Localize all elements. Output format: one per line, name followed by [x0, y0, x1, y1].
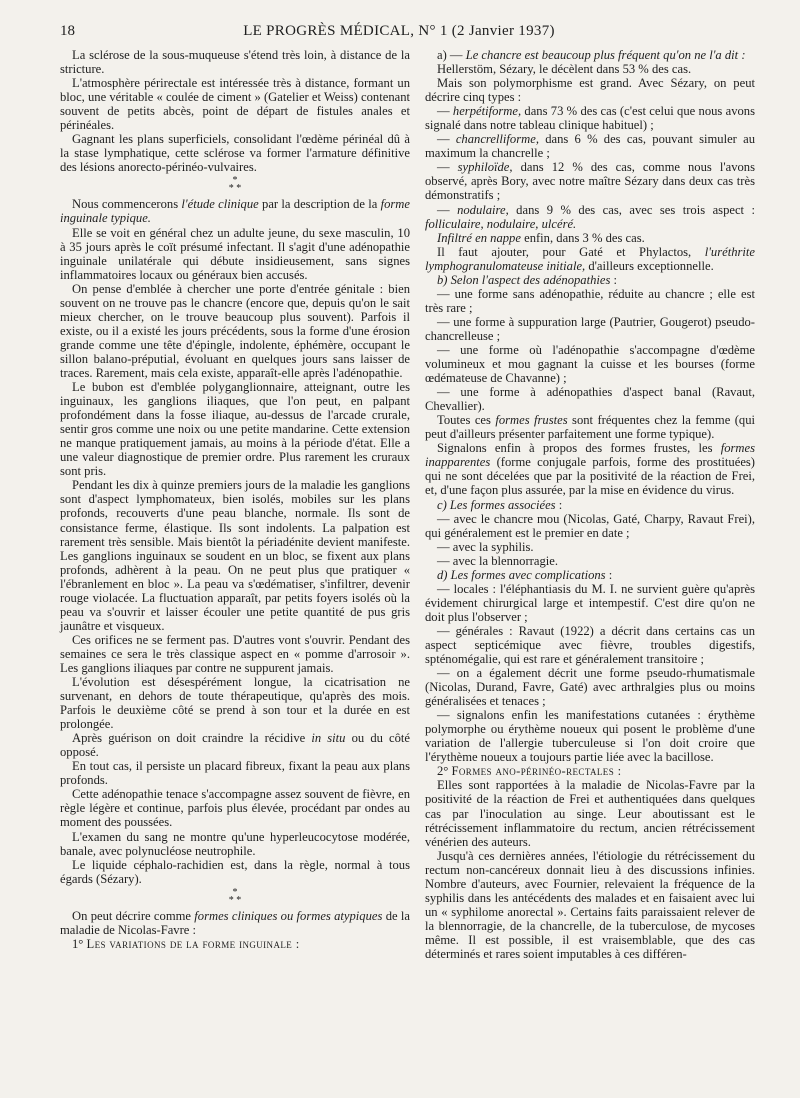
section-separator [60, 177, 410, 193]
paragraph: Elle se voit en général chez un adulte jeune, du sexe masculin, 10 à 35 jours après le coït présumé infectant. Il s'agit d'une adénopathie inguinale unilatérale qui débute insidieusement, sans signes inflammatoires locaux ou généraux bien accusés. [60, 225, 410, 282]
text-run: : [610, 272, 618, 287]
paragraph: Pendant les dix à quinze premiers jours de la maladie les ganglions sont d'aspect lymphomateux, bien isolés, mobiles sur les plans profonds, recouverts d'une peau blanche, normale. Ils sont de consistance ferme, élastique. Ils sont indolents. La palpation est rarement très sensible. Mais bientôt la périadénite devient manifeste. Les ganglions inguinaux se soudent en un bloc, se fixent aux plans profonds, adhèrent à la peau. On ne peut plus que pratiquer « l'ébranlement en bloc ». La peau va s'œdématiser, s'infiltrer, devenir rouge violacée. La fluctuation apparaît, par petits foyers isolés où la peau va s'ouvrir et laisser écouler une petite quantité de pus gris jaunâtre et visqueux. [60, 478, 410, 633]
heading-text: Les variations de la forme inguinale : [86, 936, 300, 951]
italic-text: l'uréthrite lymphogranulomateuse initiale, [425, 244, 755, 273]
paragraph [60, 731, 410, 759]
list-item: — une forme où l'adénopathie s'accompagne d'œdème volumineux et mou gagnant la cuisse et les bourses (forme œdémateuse de Chavanne) ; [425, 342, 755, 386]
paragraph: En tout cas, il persiste un placard fibreux, fixant la peau aux plans profonds. [60, 759, 410, 788]
paragraph: Le liquide céphalo-rachidien est, dans la règle, normal à tous égards (Sézary). [60, 857, 410, 886]
list-item: — une forme à suppuration large (Pautrier, Gougerot) pseudo-chancrelleuse ; [425, 314, 755, 343]
running-title: LE PROGRÈS MÉDICAL, N° 1 (2 Janvier 1937) [243, 23, 555, 39]
separator-stars: * * [228, 183, 242, 195]
section-separator [60, 886, 410, 906]
text-run: dans 73 % des cas (c'est celui que nous avons signalé dans notre tableau clinique habituel) ; [425, 104, 755, 133]
text-run: d'ailleurs exceptionnelle. [585, 258, 714, 273]
text-run: — [437, 104, 453, 119]
text-run: dans 6 % des cas, pouvant simuler au maximum la chancrelle ; [425, 132, 756, 161]
right-column [425, 48, 755, 961]
list-item [425, 203, 755, 231]
subsection-heading [425, 498, 755, 512]
subsection-heading [425, 568, 755, 582]
italic-text: Le chancre est beaucoup plus fréquent qu'on ne l'a dit : [465, 48, 746, 62]
list-item: — on a également décrit une forme pseudo-rhumatismale (Nicolas, Durand, Favre, Gaté) avec arthralgies plus ou moins généralisées et tenaces ; [425, 666, 755, 709]
paragraph: Hellerstöm, Sézary, le décèlent dans 53 % des cas. [437, 62, 692, 77]
paragraph: L'examen du sang ne montre qu'une hyperleucocytose modérée, banale, avec polynucléose neutrophile. [60, 829, 410, 858]
text-run: dans 9 % des cas, avec ses trois aspect : [508, 202, 756, 217]
paragraph: Mais son polymorphisme est grand. Avec Sézary, on peut décrire cinq types : [425, 76, 755, 105]
italic-text: herpétiforme, [452, 104, 522, 119]
subsection-heading [425, 273, 755, 287]
list-item [425, 104, 755, 132]
paragraph [425, 413, 755, 441]
italic-text: Infiltré en nappe [437, 230, 521, 245]
italic-text: d) Les formes avec complications [437, 567, 606, 582]
italic-text: forme inguinale typique. [60, 197, 410, 226]
page-number: 18 [60, 23, 75, 39]
italic-text: formes cliniques ou formes atypiques [194, 908, 383, 923]
heading-number: 1° [72, 936, 87, 951]
text-run: Il faut ajouter, pour Gaté et Phylactos, [437, 244, 705, 259]
list-item: — générales : Ravaut (1922) a décrit dans certains cas un aspect septicémique avec fièvre, troubles digestifs, spténomégalie, qui est rare et généralement transitoire ; [425, 623, 755, 667]
paragraph [60, 909, 410, 937]
italic-text: nodulaire, [457, 202, 509, 217]
section-heading [60, 937, 410, 951]
list-item: — une forme à adénopathies d'aspect banal (Ravaut, Chevallier). [425, 385, 755, 414]
list-item: — signalons enfin les manifestations cutanées : érythème polymorphe ou érythème noueux qui posent le problème d'une variation de l'allergie tuberculeuse si l'on doit croire que l'érythème noueux a toujours partie liée avec la bacillose. [425, 708, 755, 765]
list-item [425, 160, 755, 202]
italic-text: formes inapparentes [425, 441, 755, 470]
paragraph [60, 197, 410, 225]
text-run: — [437, 160, 458, 175]
paragraph [425, 48, 755, 62]
text-run: sont fréquentes chez la femme (qui peut d'ailleurs présenter parfaitement une forme typique). [425, 413, 755, 442]
text-run: : [605, 567, 613, 582]
paragraph: L'atmosphère périrectale est intéressée très à distance, formant un bloc, une véritable « coulée de ciment » (Gatelier et Weiss) contenant souvent de petits abcès, point de départ de fistules anales et périnéales. [60, 76, 410, 133]
italic-text: b) Selon l'aspect des adénopathies [437, 272, 611, 287]
italic-text: c) Les formes associées [437, 497, 556, 512]
list-item: — locales : l'éléphantiasis du M. I. ne survient guère qu'après évidement chirurgical large et intempestif. C'est dire qu'on ne doit plus l'observer ; [425, 581, 755, 624]
text-run: par la description de la [258, 197, 381, 212]
text-run: a) — [437, 48, 466, 62]
separator-star: * [232, 175, 238, 187]
text-run: (forme conjugale parfois, forme des prostituées) qui ne sont décelées que par la positivité de la réaction de Frei, et, d'une façon plus assurée, par la mise en évidence du virus. [425, 455, 755, 498]
text-run: de la maladie de Nicolas-Favre : [60, 908, 410, 937]
paragraph: Cette adénopathie tenace s'accompagne assez souvent de fièvre, en règle légère et continue, parfois plus élevée, procédant par ondes au moment des poussées. [60, 787, 410, 830]
paragraph: On pense d'emblée à chercher une porte d'entrée génitale : bien souvent on ne trouve pas le chancre (encore que, depuis qu'on le sait mieux chercher, on le trouve beaucoup plus souvent). Parfois il existe, ou il a existé les jours précédents, sous la forme d'une érosion grande comme une tête d'épingle, indolente, éphémère, occupant le sillon balano-préputial, évoluant en quelques jours sans laisser de traces. Rarement, mais cela existe, apparaît-elle après l'adénopathie. [60, 281, 410, 380]
list-item: — avec la syphilis. [437, 539, 534, 554]
list-item: — avec la blennorragie. [437, 553, 558, 568]
text-run: Nous commencerons [72, 197, 182, 212]
list-item [425, 132, 755, 160]
paragraph: Jusqu'à ces dernières années, l'étiologie du rétrécissement du rectum non-cancéreux donnait lieu à des discussions infinies. Nombre d'auteurs, avec Fournier, relevaient la fréquence de la syphilis dans les antécédents des malades et en faisaient avec lui un « syphilome anorectal ». Certains faits paraissaient relever de la blennorragie, de la chancrelle, de la tuberculose, de mycoses même. Il est possible, il est vraisemblable, que des cas déterminés et rares soient imputables à ces différen- [425, 848, 755, 961]
separator-stars: * * [228, 894, 242, 906]
paragraph [425, 441, 755, 497]
text-run: — [437, 202, 458, 217]
list-item: — une forme sans adénopathie, réduite au chancre ; elle est très rare ; [425, 286, 755, 315]
paragraph: Le bubon est d'emblée polyganglionnaire, atteignant, outre les inguinaux, les ganglions iliaques, que l'on peut, en palpant profondément dans la fosse iliaque, au-dessus de l'arcade crurale, sentir gros comme une noix ou une petite mandarine. Cette extension ne manque pratiquement jamais, au moins à la période d'état. Elle a une valeur diagnostique de premier ordre. Plus rarement les cruraux sont pris. [60, 380, 410, 479]
text-run: : [555, 497, 563, 512]
paragraph: La sclérose de la sous-muqueuse s'étend très loin, à distance de la stricture. [60, 48, 410, 77]
italic-text: in situ [311, 731, 346, 746]
italic-text: folliculaire, nodulaire, ulcéré. [425, 216, 577, 231]
italic-text: syphiloïde, [457, 160, 513, 175]
text-run: dans 12 % des cas, comme nous l'avons observé, après Bory, avec notre maître Sézary dans deux cas très démonstratifs ; [425, 160, 755, 203]
separator-star: * [232, 886, 238, 898]
list-item: — avec le chancre mou (Nicolas, Gaté, Charpy, Ravaut Frei), qui généralement est le premier en date ; [425, 511, 755, 540]
italic-text: chancrelliforme, [455, 132, 539, 147]
paragraph: L'évolution est désespérément longue, la cicatrisation ne survenant, en dehors de toute thérapeutique, qu'après des mois. Parfois le deuxième côté se prend à son tour et la durée en est prolongée. [60, 675, 410, 732]
italic-text: l'étude clinique [181, 197, 259, 212]
heading-number: 2° [437, 764, 452, 779]
page-header [60, 20, 738, 42]
text-run: enfin, dans 3 % des cas. [520, 230, 645, 245]
text-run: Signalons enfin à propos des formes frustes, les [437, 441, 721, 456]
text-run: Après guérison on doit craindre la récidive [72, 731, 312, 746]
text-run: On peut décrire comme [72, 908, 195, 923]
italic-text: formes frustes [495, 413, 568, 428]
heading-text: Formes ano-périnéo-rectales : [451, 764, 622, 779]
paragraph [425, 245, 755, 273]
paragraph [425, 231, 755, 245]
paragraph: Ces orifices ne se ferment pas. D'autres vont s'ouvrir. Pendant des semaines ce sera le très classique aspect en « pomme d'arrosoir ». Les ganglions iliaques par contre ne suppurent jamais. [60, 632, 410, 675]
section-heading [425, 764, 755, 778]
text-run: ou du côté opposé. [60, 731, 411, 760]
text-run: Toutes ces [437, 413, 496, 428]
text-run: — [437, 132, 456, 147]
left-column [60, 48, 410, 951]
paragraph: Elles sont rapportées à la maladie de Nicolas-Favre par la positivité de la réaction de Frei et authentiquées dans quelques cas par l'inoculation au singe. Leur aboutissant est le rétrécissement inflammatoire du rectum, ancien rétrécissement vénérien des auteurs. [425, 778, 755, 849]
paragraph: Gagnant les plans superficiels, consolidant l'œdème périnéal dû à la stase lymphatique, cette sclérose va former l'armature définitive des lésions anorecto-périnéo-vulvaires. [60, 132, 410, 175]
